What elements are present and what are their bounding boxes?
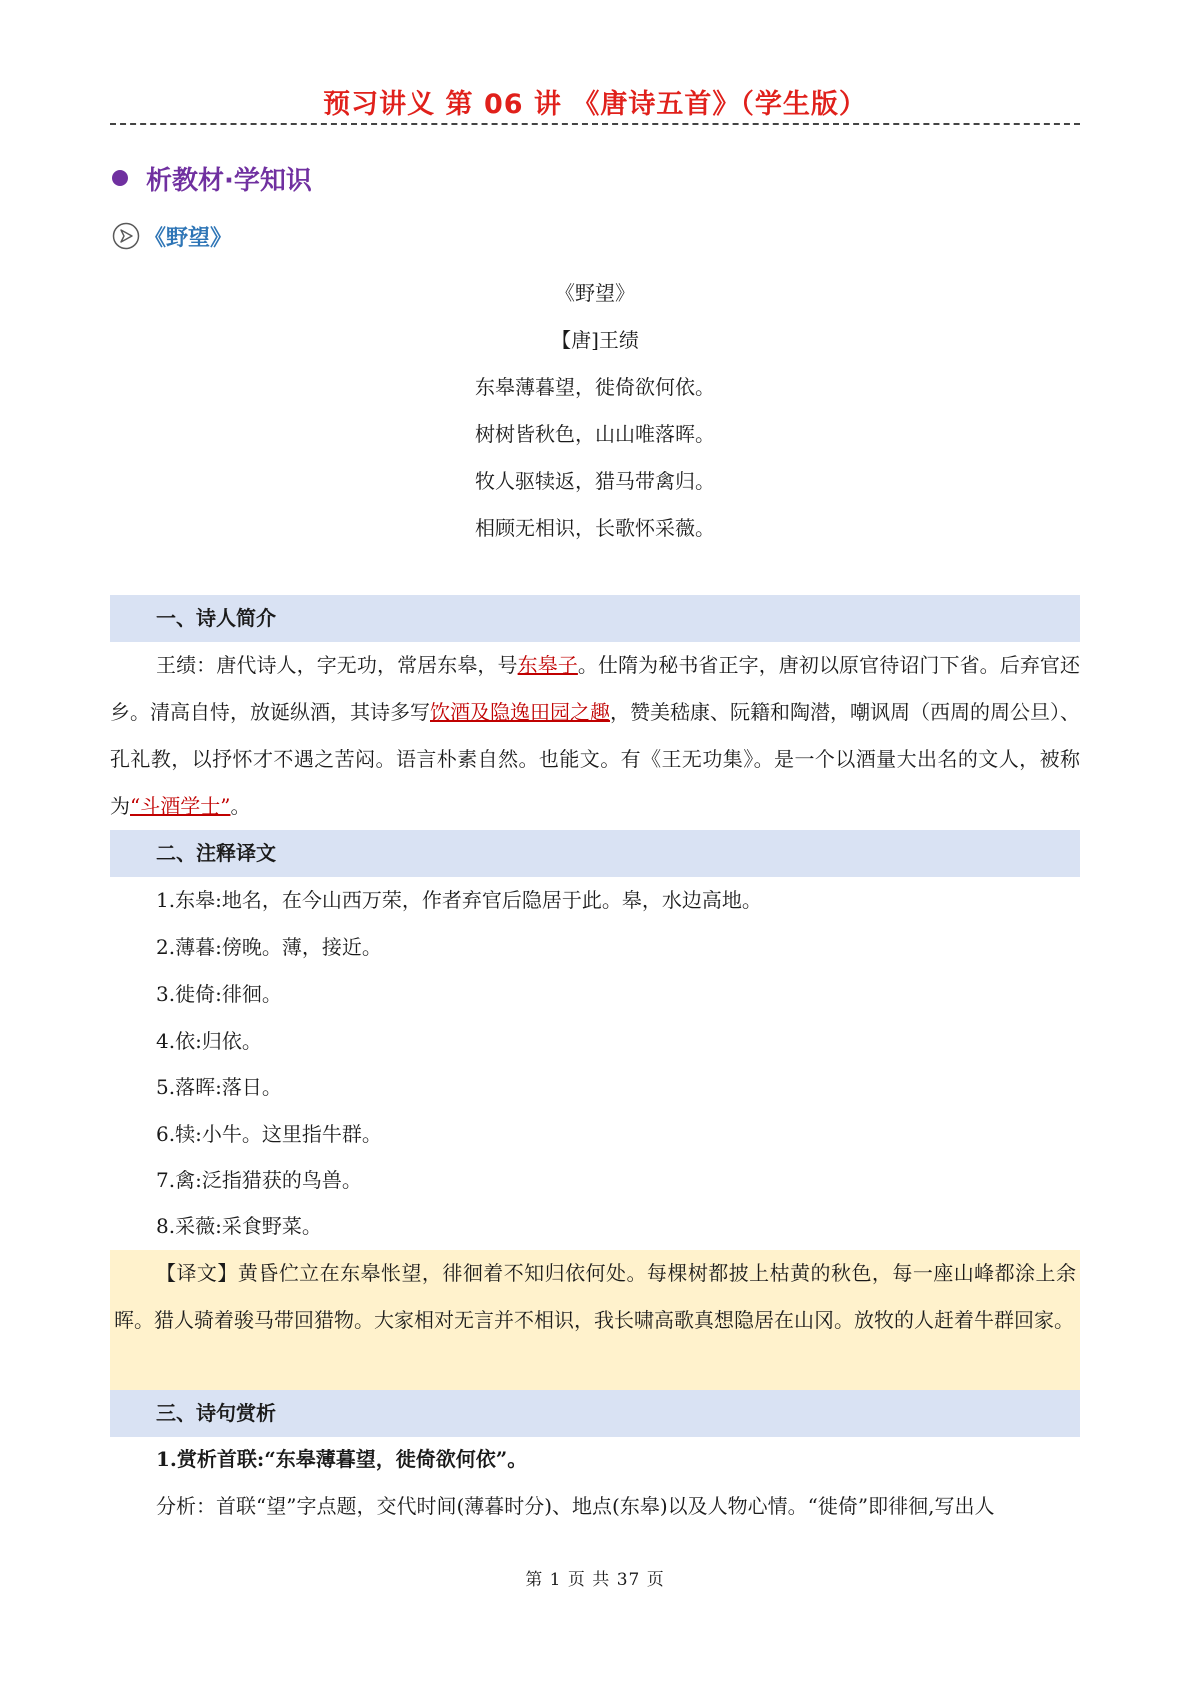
analysis-paragraph: 分析：首联“望”字点题，交代时间(薄暮时分)、地点(东皋)以及人物心情。“徙倚”即徘徊,写出人 bbox=[156, 1494, 995, 1518]
poem-line: 树树皆秋色，山山唯落晖。 bbox=[475, 422, 715, 446]
appreciation-point: 1.赏析首联:“东皋薄暮望，徙倚欲何依”。 bbox=[156, 1447, 528, 1471]
subsection-heading-text: 《野望》 bbox=[144, 225, 233, 251]
bullet-icon bbox=[112, 170, 128, 186]
note-item: 5.落晖:落日。 bbox=[156, 1075, 282, 1099]
intro-text: 王绩：唐代诗人，字无功，常居东皋，号 bbox=[156, 653, 518, 677]
circled-arrow-icon bbox=[112, 222, 140, 250]
note-item: 4.依:归依。 bbox=[156, 1029, 262, 1053]
poem-line: 牧人驱犊返，猎马带禽归。 bbox=[475, 469, 715, 493]
note-item: 8.采薇:采食野菜。 bbox=[156, 1214, 322, 1238]
poem-title: 《野望》 bbox=[555, 281, 635, 305]
intro-text: 。 bbox=[230, 794, 251, 818]
translation-box: 【译文】黄昏伫立在东皋怅望，徘徊着不知归依何处。每棵树都披上枯黄的秋色，每一座山峰都涂上余晖。猎人骑着骏马带回猎物。大家相对无言并不相识，我长啸高歌真想隐居在山冈。放牧的人赶着牛群回家。 bbox=[110, 1250, 1080, 1390]
section-heading bbox=[112, 158, 312, 198]
poem-block bbox=[110, 270, 1080, 552]
intro-text: ，赞美嵇康、阮籍和陶潜，嘲讽周（西周的周公旦）、孔礼教，以抒怀才不遇之苦闷。语言朴素自然。也能文。有《王无功集》。是一个以酒量大出名的文人，被称为 bbox=[110, 700, 1080, 818]
note-item: 7.禽:泛指猎获的鸟兽。 bbox=[156, 1168, 362, 1192]
highlight-text: 饮酒及隐逸田园之趣 bbox=[430, 700, 610, 724]
highlight-text: 东皋子 bbox=[517, 653, 578, 677]
note-item: 6.犊:小牛。这里指牛群。 bbox=[156, 1122, 382, 1146]
poem-line: 东皋薄暮望，徙倚欲何依。 bbox=[475, 375, 715, 399]
poem-line: 相顾无相识，长歌怀采薇。 bbox=[475, 516, 715, 540]
title-divider bbox=[110, 123, 1080, 125]
poet-intro-paragraph bbox=[110, 642, 1080, 830]
poem-author: 【唐]王绩 bbox=[551, 328, 639, 352]
note-item: 2.薄暮:傍晚。薄，接近。 bbox=[156, 935, 382, 959]
note-item: 3.徙倚:徘徊。 bbox=[156, 982, 282, 1006]
heading-bar-notes: 二、注释译文 bbox=[110, 830, 1080, 877]
page-title: 预习讲义 第 06 讲 《唐诗五首》（学生版） bbox=[323, 89, 867, 120]
note-item: 1.东皋:地名，在今山西万荣，作者弃官后隐居于此。皋，水边高地。 bbox=[156, 888, 762, 912]
page-footer: 第 1 页 共 37 页 bbox=[525, 1570, 665, 1590]
section-heading-text: 析教材·学知识 bbox=[146, 165, 312, 196]
intro-text: 。仕隋为秘书省正字，唐初以原官待诏门下省。后弃官还乡。清高自恃，放诞纵酒，其诗多写 bbox=[110, 653, 1081, 724]
heading-bar-appreciation: 三、诗句赏析 bbox=[110, 1390, 1080, 1437]
highlight-text: “斗酒学士” bbox=[130, 794, 231, 818]
subsection-heading bbox=[112, 220, 232, 252]
heading-bar-intro: 一、诗人简介 bbox=[110, 595, 1080, 642]
